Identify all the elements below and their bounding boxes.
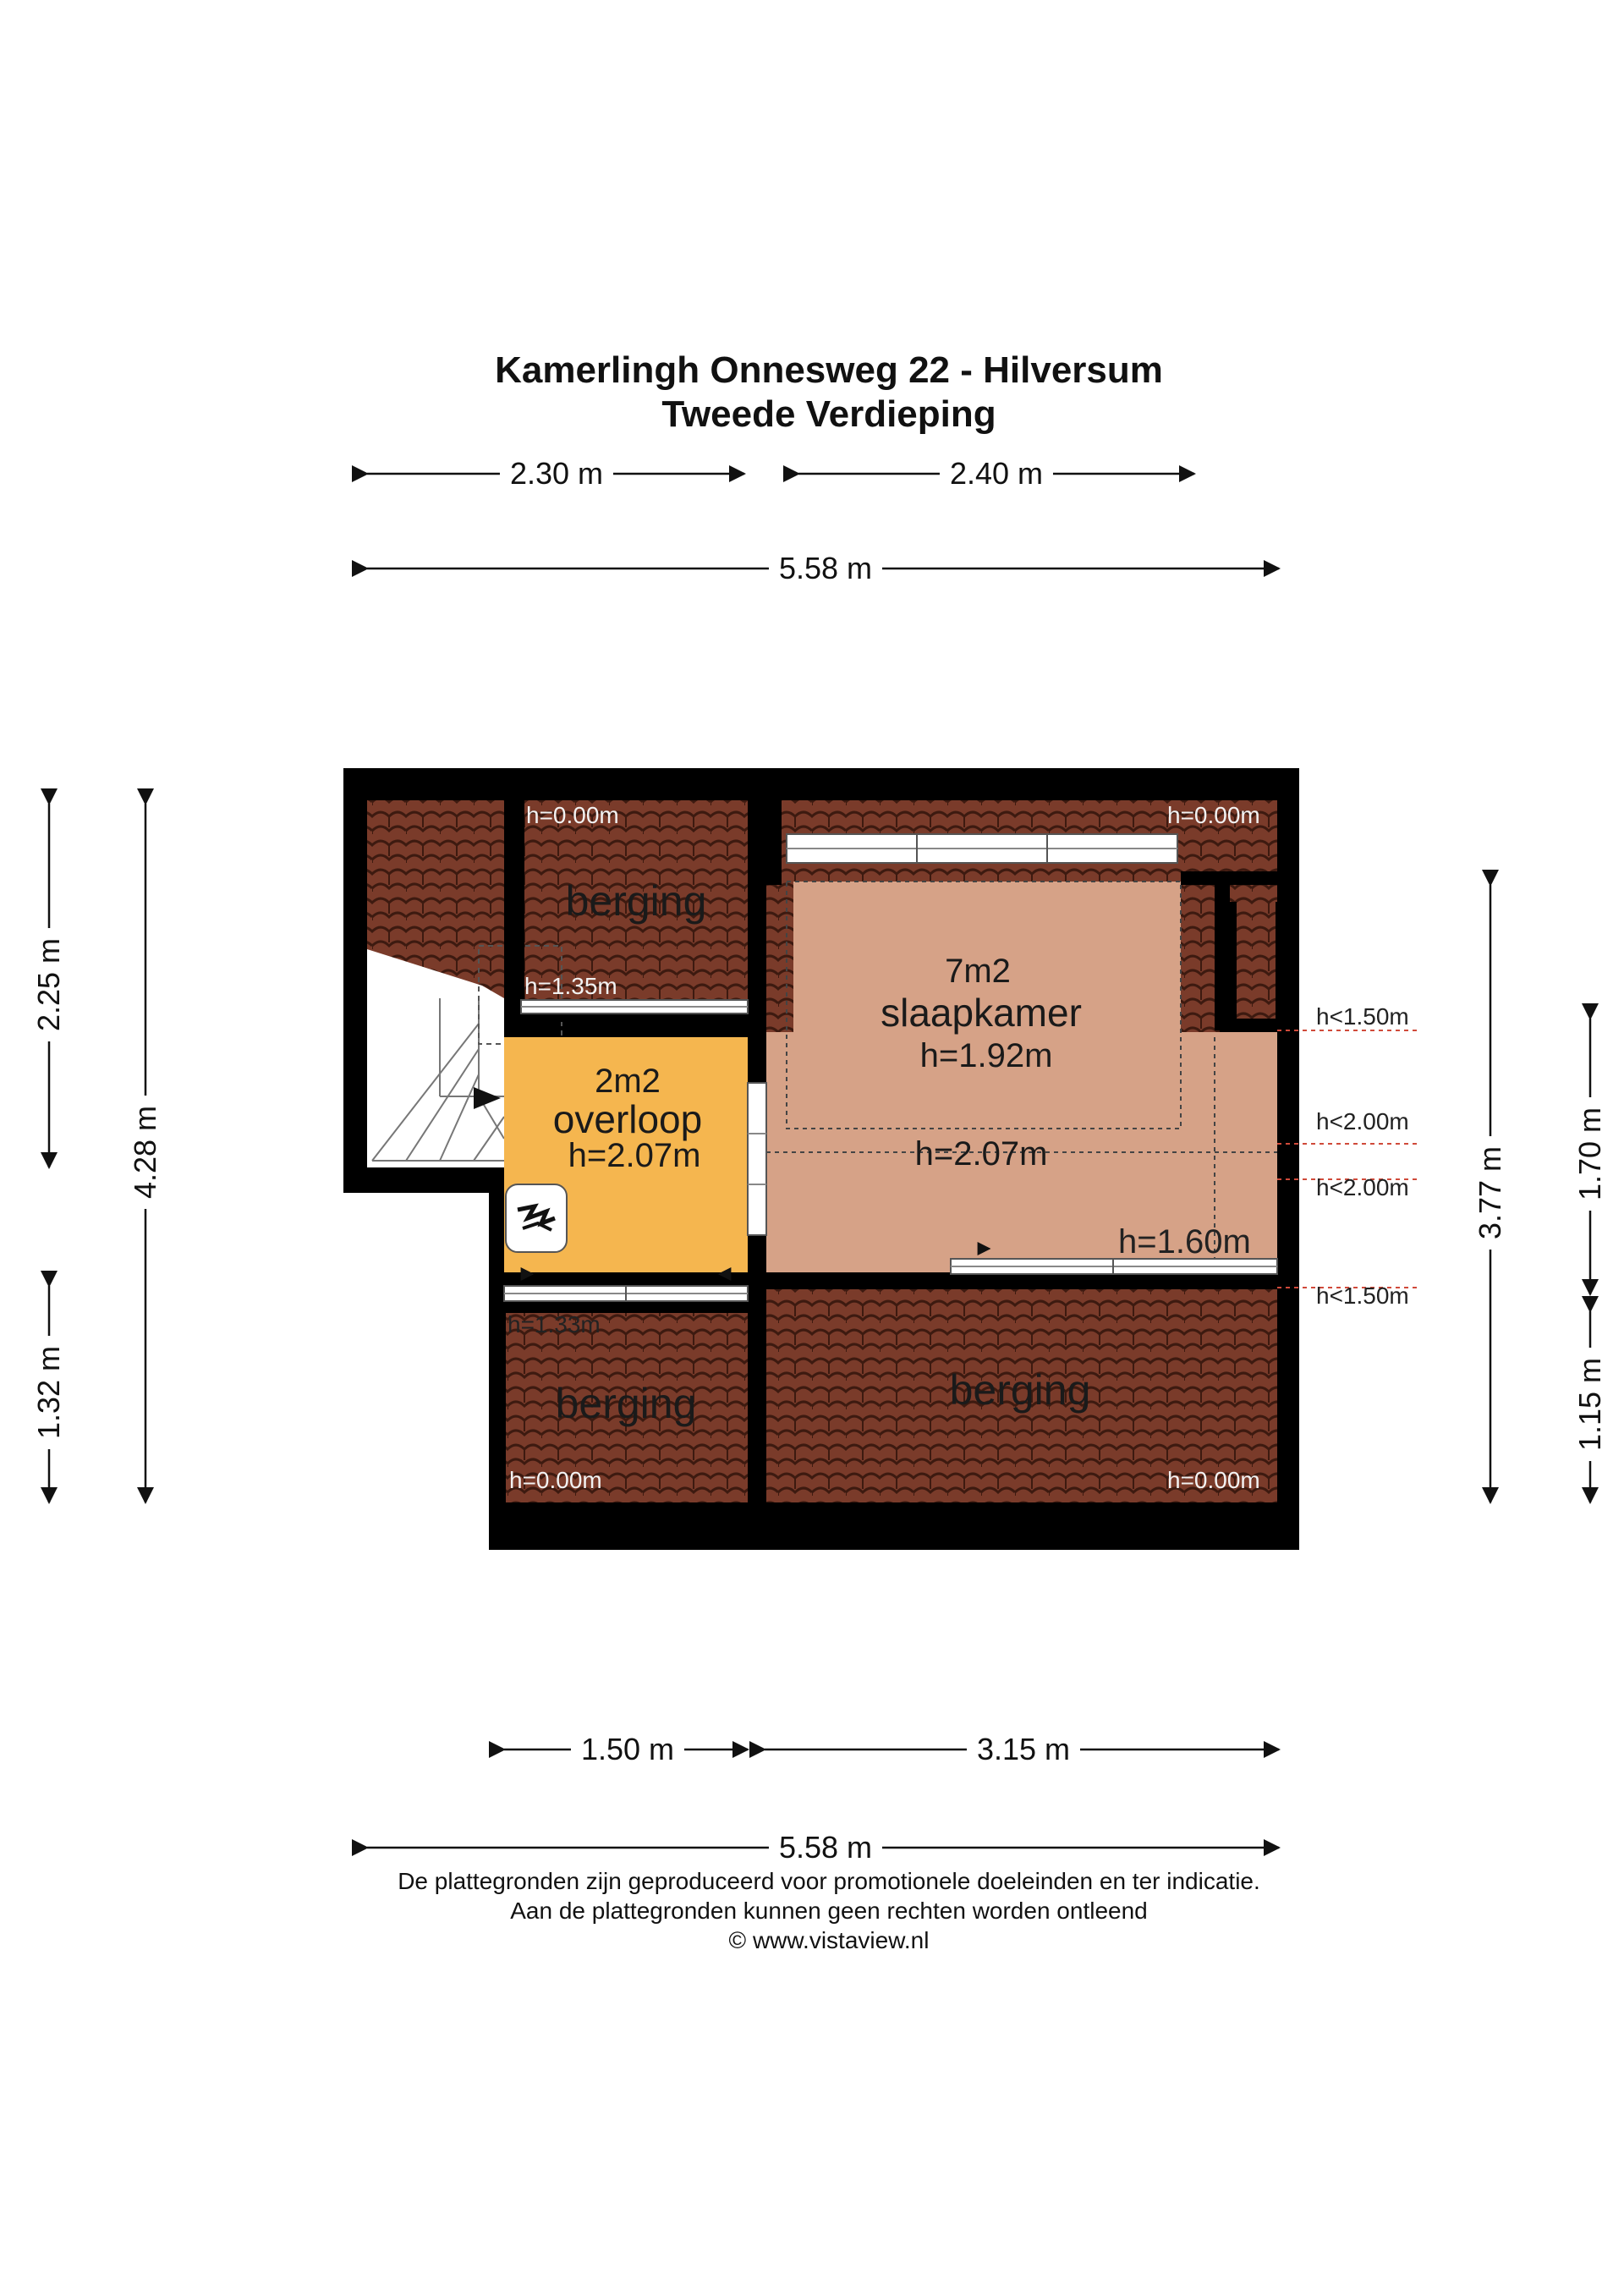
berging-top-height-a: h=0.00m [526, 802, 619, 828]
disclaimer-line-2: Aan de plattegronden kunnen geen rechten worden ontleend [510, 1898, 1148, 1924]
slaapkamer-height: h=1.92m [919, 1037, 1053, 1074]
plan-floor-title: Tweede Verdieping [661, 393, 996, 435]
dim-bottom-total: 5.58 m [769, 1830, 882, 1865]
boiler-icon [506, 1184, 567, 1252]
berging-bottom-left-height-a: h=1.33m [508, 1311, 601, 1338]
slaapkamer-area: 7m2 [945, 953, 1011, 990]
dim-top-total: 5.58 m [769, 551, 882, 586]
dim-top-left: 2.30 m [500, 456, 613, 492]
roof-top-right-height: h=0.00m [1167, 802, 1260, 828]
height-line-b: h<2.00m [1316, 1108, 1409, 1134]
berging-bottom-left-label: berging [555, 1380, 697, 1427]
overloop-height: h=2.07m [568, 1137, 701, 1174]
berging-top-height-b: h=1.35m [524, 973, 617, 999]
height-line-d: h<1.50m [1316, 1283, 1409, 1309]
berging-bottom-right-label: berging [949, 1366, 1091, 1414]
slaapkamer-height-edge: h=1.60m [1118, 1223, 1251, 1261]
dim-right-upper: 1.70 m [1572, 1097, 1608, 1211]
copyright-line: © www.vistaview.nl [728, 1927, 930, 1953]
dim-right-lower: 1.15 m [1572, 1348, 1608, 1461]
dim-right-total: 3.77 m [1473, 1136, 1508, 1250]
slaapkamer-height-low: h=2.07m [914, 1135, 1048, 1173]
height-line-a: h<1.50m [1316, 1003, 1409, 1030]
dim-left-upper: 2.25 m [31, 928, 67, 1041]
berging-top-label: berging [565, 877, 707, 925]
dim-bottom-left: 1.50 m [571, 1732, 684, 1767]
disclaimer-line-1: De plattegronden zijn geproduceerd voor promotionele doeleinden en ter indicatie. [398, 1868, 1260, 1894]
dim-bottom-right: 3.15 m [967, 1732, 1080, 1767]
overloop-name: overloop [552, 1097, 703, 1141]
dim-top-right: 2.40 m [940, 456, 1053, 492]
height-line-c: h<2.00m [1316, 1174, 1409, 1200]
plan-address-title: Kamerlingh Onnesweg 22 - Hilversum [495, 349, 1163, 391]
berging-bottom-right-height: h=0.00m [1167, 1467, 1260, 1493]
dim-left-lower: 1.32 m [31, 1336, 67, 1449]
overloop-area: 2m2 [595, 1063, 661, 1100]
dim-left-total: 4.28 m [128, 1096, 163, 1209]
slaapkamer-name: slaapkamer [881, 991, 1082, 1035]
berging-bottom-left-height-b: h=0.00m [509, 1467, 602, 1493]
